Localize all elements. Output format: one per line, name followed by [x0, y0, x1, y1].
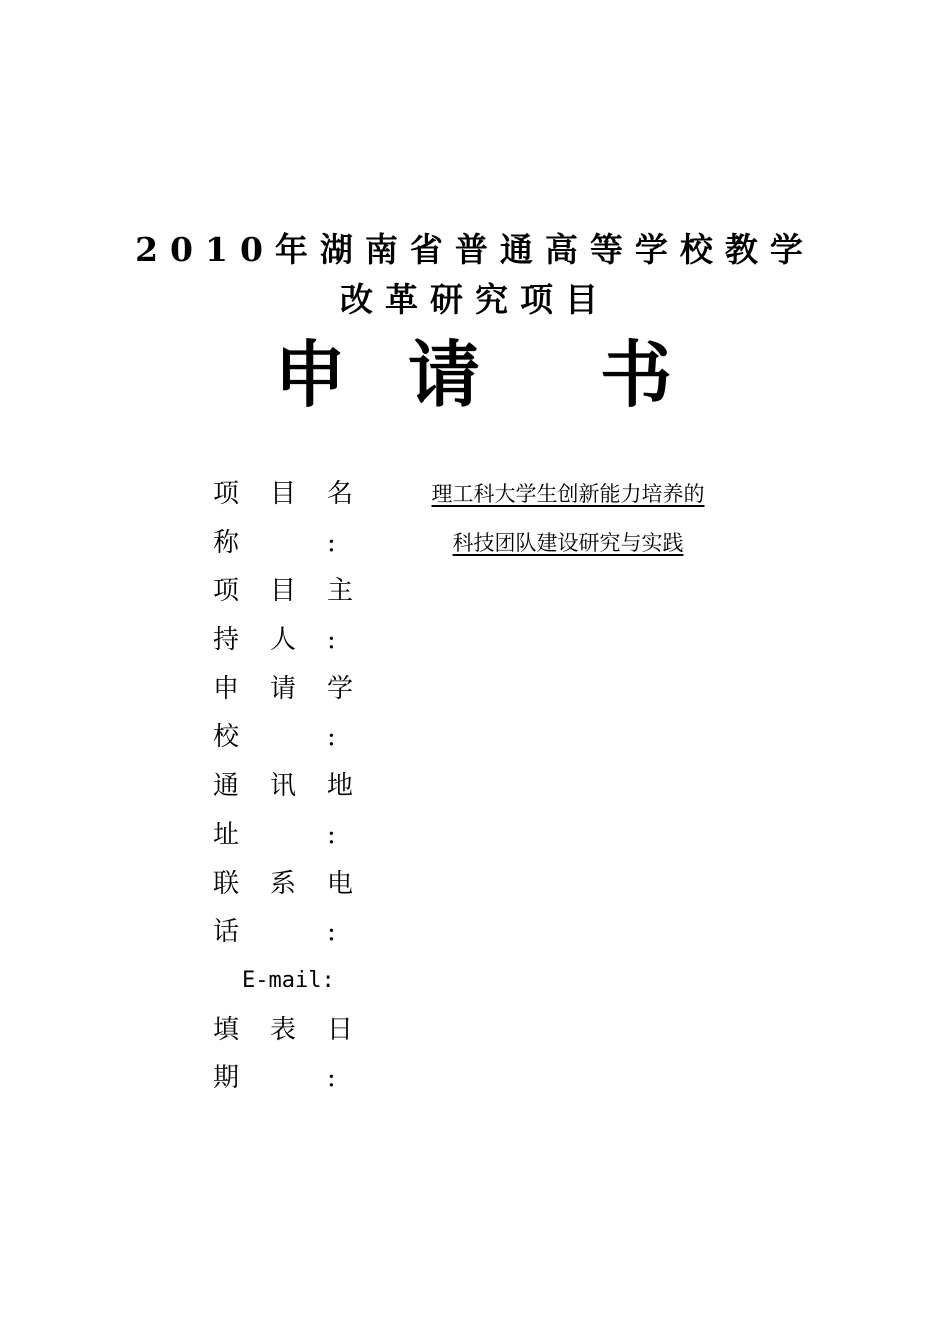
label-char: 持	[213, 625, 240, 656]
document-type-title	[274, 330, 674, 420]
project-name-row-1	[213, 470, 773, 519]
label-char: 校	[213, 722, 240, 753]
big-title-char-3: 书	[600, 332, 673, 417]
big-title-char-2: 请	[408, 332, 481, 417]
address-row-2	[213, 811, 773, 860]
label-char: 项	[213, 479, 240, 509]
school-row-1	[213, 665, 773, 714]
project-name-row-2	[213, 519, 773, 568]
label-colon: :	[327, 527, 336, 558]
label-char: 称	[213, 527, 240, 558]
host-row-1	[213, 567, 773, 616]
label-colon: :	[327, 819, 336, 850]
email-row	[213, 957, 773, 1006]
school-row-2	[213, 713, 773, 762]
cover-info-form	[213, 470, 773, 1103]
title-line-1: 2010年湖南省普通高等学校教学	[135, 230, 815, 269]
label-char: 目	[270, 479, 297, 509]
project-name-value-line-1: 理工科大学生创新能力培养的	[431, 482, 705, 506]
label-colon: :	[327, 917, 336, 948]
label-char: 话	[213, 917, 240, 948]
address-row-1	[213, 762, 773, 811]
label-char: 学	[327, 673, 354, 704]
label-char: 讯	[270, 771, 297, 802]
label-char: 名	[327, 479, 354, 509]
label-char: 申	[213, 673, 240, 704]
label-char: 通	[213, 771, 240, 802]
label-char: 人	[270, 625, 297, 656]
label-char: 系	[270, 868, 297, 899]
label-colon: :	[327, 1063, 336, 1094]
email-label: E-mail:	[242, 967, 335, 993]
label-char: 表	[270, 1014, 297, 1045]
label-char: 电	[327, 868, 354, 899]
label-char: 主	[327, 576, 354, 607]
host-row-2	[213, 616, 773, 665]
phone-row-2	[213, 908, 773, 957]
label-colon: :	[327, 625, 336, 656]
label-char: 联	[213, 868, 240, 899]
label-char: 日	[327, 1014, 354, 1045]
label-colon: :	[327, 722, 336, 753]
label-char: 请	[270, 673, 297, 704]
label-char: 期	[213, 1063, 240, 1094]
date-row-1	[213, 1006, 773, 1055]
big-title-char-1: 申	[274, 332, 347, 417]
label-char: 目	[270, 576, 297, 607]
title-line-2: 改革研究项目	[340, 280, 610, 319]
project-name-value-line-2: 科技团队建设研究与实践	[452, 530, 684, 555]
label-char: 项	[213, 576, 240, 607]
label-char: 址	[213, 819, 240, 850]
phone-row-1	[213, 860, 773, 909]
label-char: 地	[327, 771, 354, 802]
date-row-2	[213, 1054, 773, 1103]
label-char: 填	[213, 1014, 240, 1045]
